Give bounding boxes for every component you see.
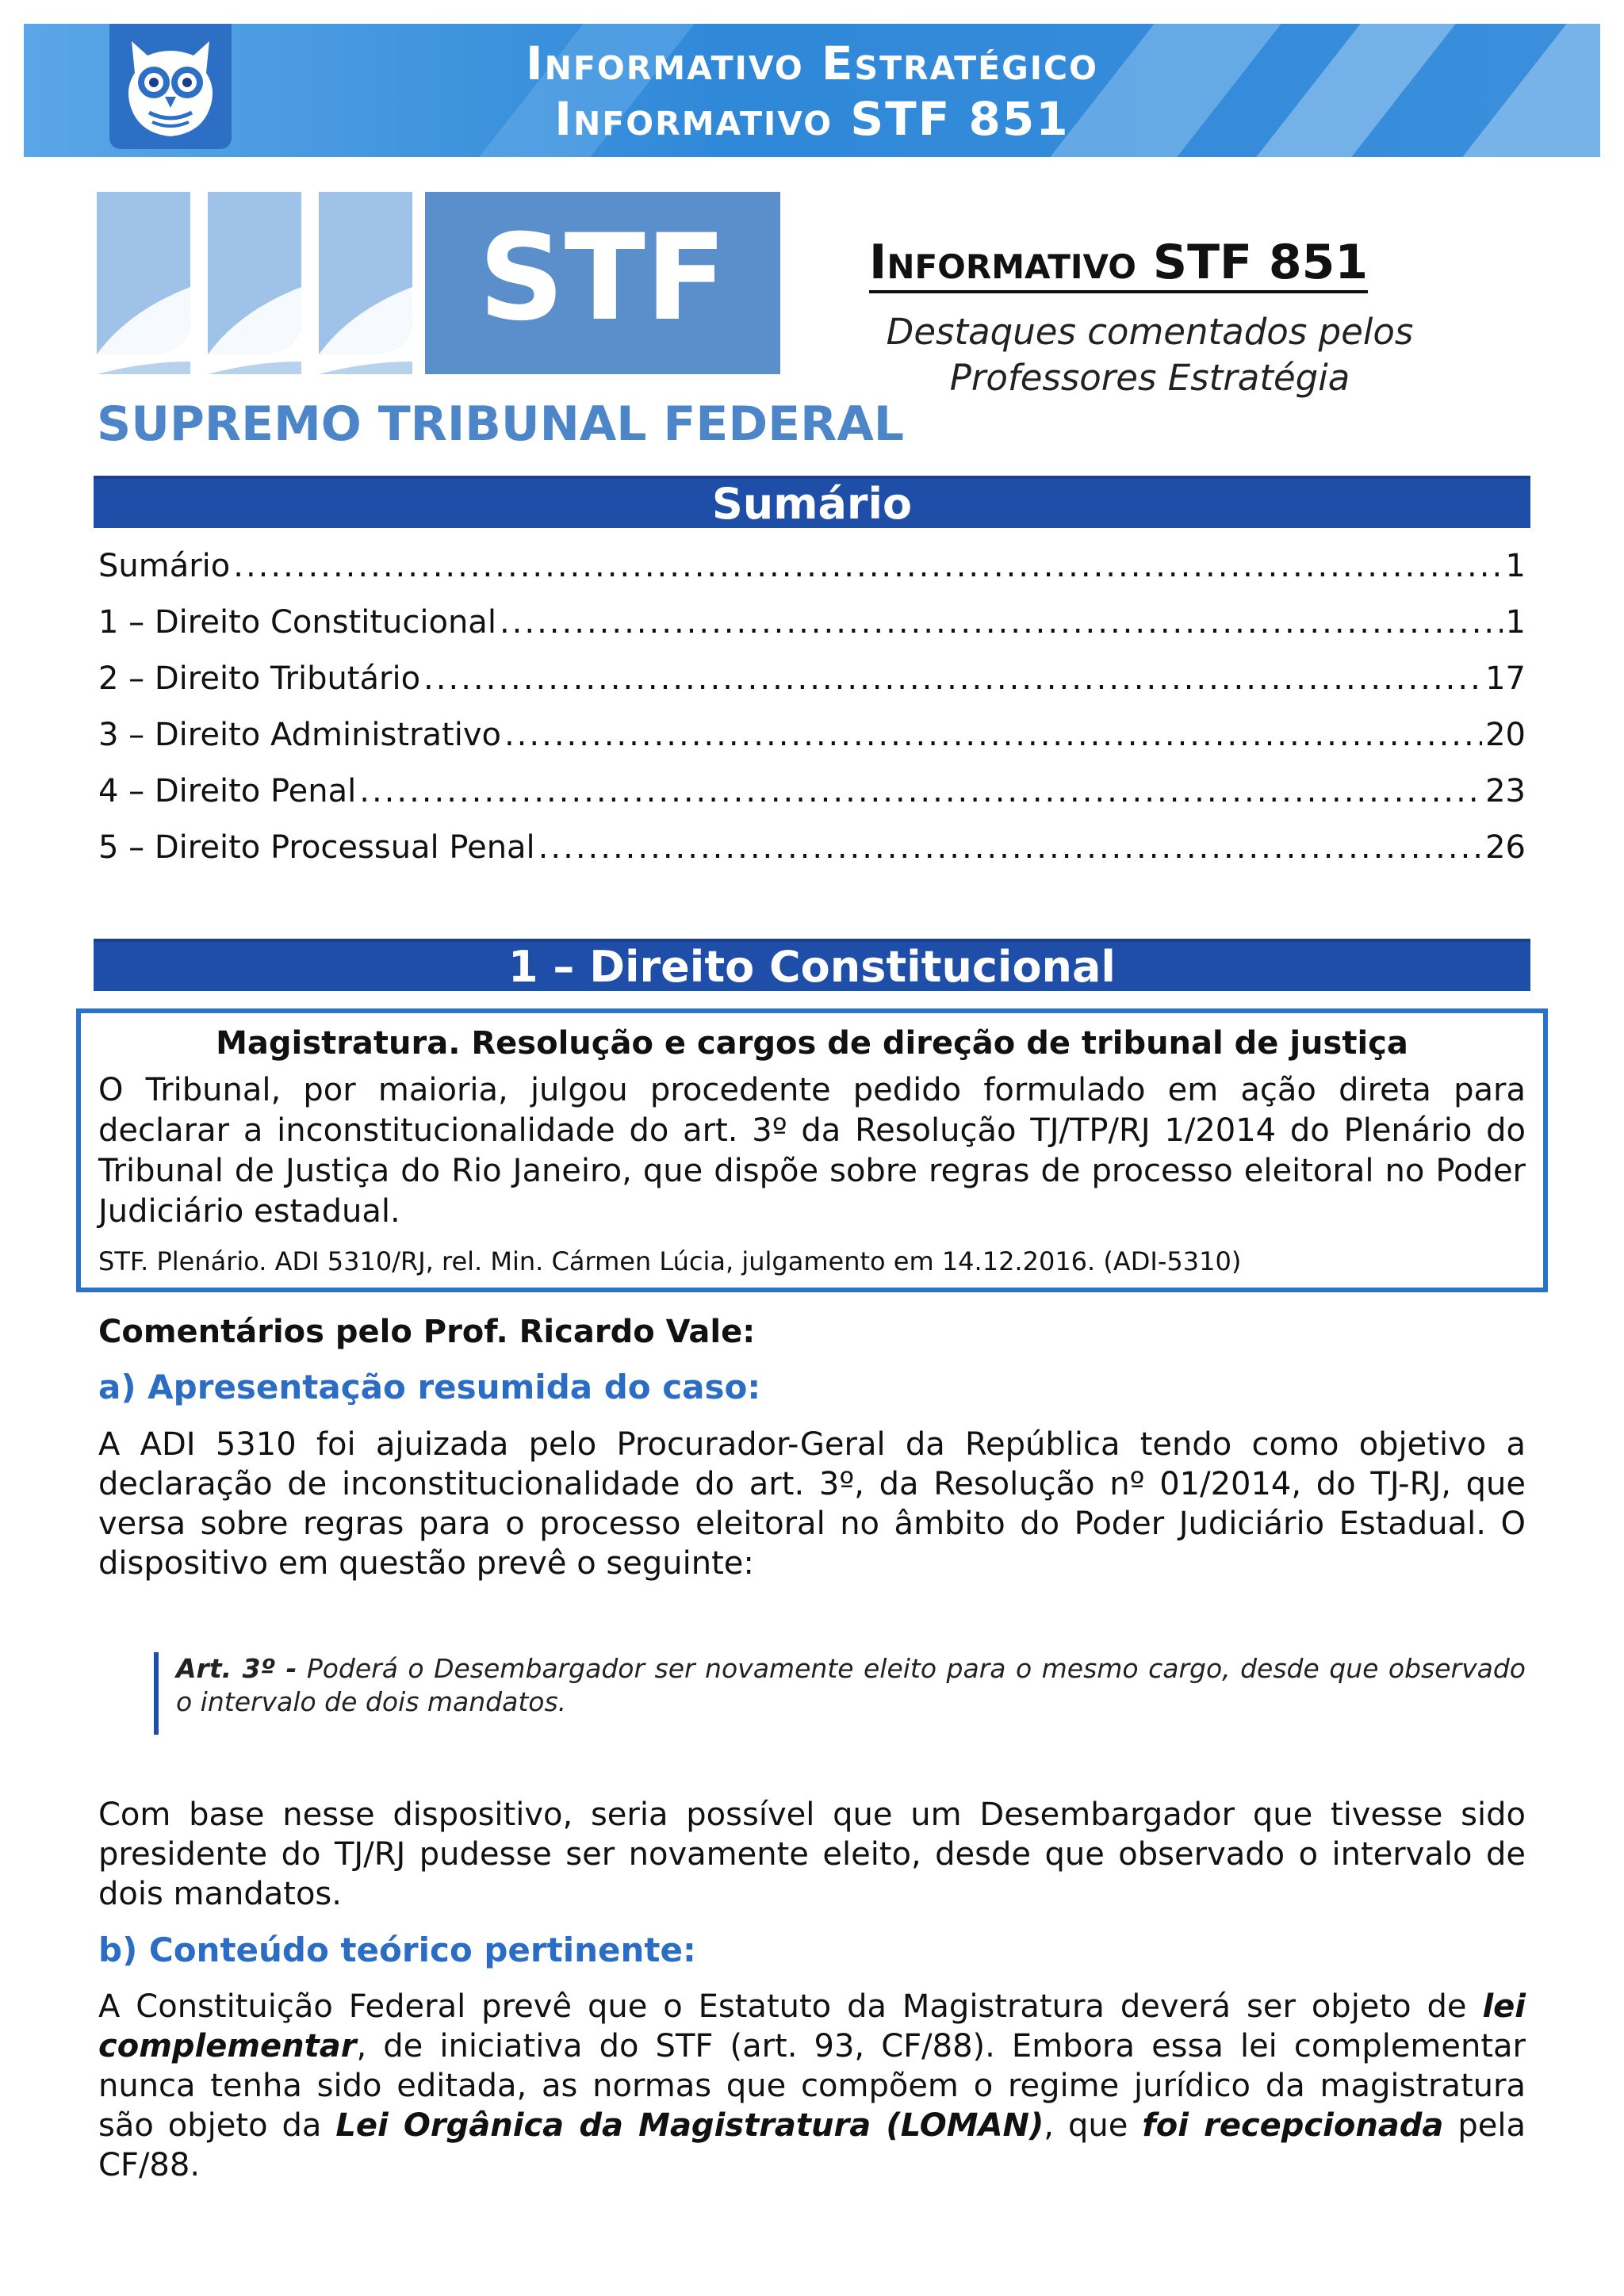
owl-badge — [109, 24, 232, 149]
ruling-reference: STF. Plenário. ADI 5310/RJ, rel. Min. Cármen Lúcia, julgamento em 14.12.2016. (ADI-5310) — [98, 1246, 1242, 1276]
toc-leader-dots — [538, 824, 1482, 871]
quote-text: Poderá o Desembargador ser novamente eleito para o mesmo cargo, desde que observado o intervalo de dois mandatos. — [176, 1653, 1526, 1717]
summary-heading: Sumário — [94, 476, 1530, 528]
toc-item[interactable] — [98, 711, 1526, 767]
toc-item-page: 20 — [1485, 717, 1526, 753]
subtitle-line2: Professores Estratégia — [949, 357, 1350, 399]
theory-text-4: pela CF/88. — [98, 2107, 1526, 2183]
document-subtitle — [833, 309, 1467, 401]
stf-acronym: STF — [478, 209, 727, 347]
subtitle-line1: Destaques comentados pelos — [886, 311, 1414, 353]
paragraph-case-summary: A ADI 5310 foi ajuizada pelo Procurador-Geral da República tendo como objetivo a declaração de inconstitucionalidade do art. 3º, da Resolução nº 01/2014, do TJ-RJ, que versa sobre regras para o processo eleitoral no âmbito do Poder Judiciário Estadual. O dispositivo em questão prevê o seguinte: — [98, 1426, 1526, 1582]
paragraph-theory — [98, 1987, 1526, 2185]
quote-lead: Art. 3º - — [176, 1653, 297, 1684]
toc-item[interactable] — [98, 599, 1526, 655]
document-title: Informativo STF 851 — [869, 235, 1368, 293]
theory-emphasis-2: Lei Orgânica da Magistratura (LOMAN) — [335, 2107, 1044, 2144]
theory-text-2: , de iniciativa do STF (art. 93, CF/88). Embora essa lei complementar nunca tenha sido editada, as normas que compõem o regime jurídico da magistratura são objeto da — [98, 2028, 1526, 2144]
stf-logo-graphic — [97, 192, 780, 382]
article-quote — [154, 1652, 1526, 1735]
toc-item-label: 2 – Direito Tributário — [98, 660, 421, 697]
toc-leader-dots — [359, 767, 1482, 815]
theory-text-3: , que — [1044, 2107, 1143, 2144]
logo-wordmark: SUPREMO TRIBUNAL FEDERAL — [97, 396, 905, 452]
toc-leader-dots — [233, 542, 1502, 590]
subheading-a: a) Apresentação resumida do caso: — [98, 1368, 761, 1406]
toc-item-page: 17 — [1485, 660, 1526, 697]
theory-emphasis-3: foi recepcionada — [1142, 2107, 1444, 2144]
toc-item[interactable] — [98, 824, 1526, 880]
owl-icon — [109, 24, 232, 149]
subheading-b: b) Conteúdo teórico pertinente: — [98, 1931, 696, 1969]
banner-title-line1: Informativo Estratégico — [525, 36, 1098, 90]
ruling-body: O Tribunal, por maioria, julgou procedente pedido formulado em ação direta para declarar a inconstitucionalidade do art. 3º da Resolução TJ/TP/RJ 1/2014 do Plenário do Tribunal de Justiça do Rio Janeiro, que dispõe sobre regras de processo eleitoral no Poder Judiciário estadual. — [98, 1072, 1526, 1230]
stf-logo — [97, 192, 905, 452]
toc-item-label: 4 – Direito Penal — [98, 773, 357, 809]
toc-leader-dots — [500, 599, 1503, 646]
toc-item-page: 1 — [1505, 604, 1526, 641]
ruling-box — [76, 1008, 1548, 1292]
toc-item-label: Sumário — [98, 548, 231, 584]
toc-item-page: 1 — [1505, 548, 1526, 584]
paragraph-consequence: Com base nesse dispositivo, seria possível que um Desembargador que tivesse sido presidente do TJ/RJ pudesse ser novamente eleito, desde que observado o intervalo de dois mandatos. — [98, 1797, 1526, 1912]
toc-item-page: 26 — [1485, 829, 1526, 866]
banner-title-line2: Informativo STF 851 — [554, 92, 1070, 146]
toc-leader-dots — [423, 655, 1482, 702]
toc-item[interactable] — [98, 767, 1526, 824]
table-of-contents — [98, 542, 1526, 880]
theory-emphasis-1: lei complementar — [98, 1988, 1526, 2064]
toc-item-label: 1 – Direito Constitucional — [98, 604, 496, 641]
toc-item-label: 3 – Direito Administrativo — [98, 717, 501, 753]
toc-leader-dots — [504, 711, 1482, 759]
top-banner — [24, 24, 1600, 157]
toc-item[interactable] — [98, 655, 1526, 711]
theory-text-1: A Constituição Federal prevê que o Estatuto da Magistratura deverá ser objeto de — [98, 1988, 1483, 2025]
toc-item-page: 23 — [1485, 773, 1526, 809]
section-heading-constitucional: 1 – Direito Constitucional — [94, 939, 1530, 991]
toc-item[interactable] — [98, 542, 1526, 599]
toc-item-label: 5 – Direito Processual Penal — [98, 829, 535, 866]
ruling-title: Magistratura. Resolução e cargos de direção de tribunal de justiça — [216, 1025, 1408, 1062]
comment-heading: Comentários pelo Prof. Ricardo Vale: — [98, 1314, 756, 1350]
